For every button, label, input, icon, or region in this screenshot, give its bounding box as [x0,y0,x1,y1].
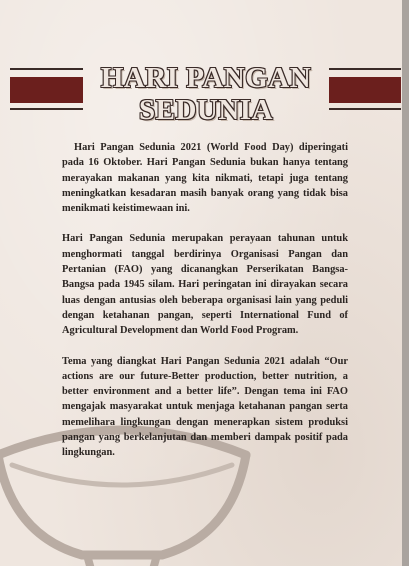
title-line-2: SEDUNIA [138,94,274,126]
right-decorative-band [329,68,401,112]
title-line-1: HARI PANGAN [100,62,312,94]
page-edge-shadow [402,0,409,566]
paragraph-3: Tema yang diangkat Hari Pangan Sedunia 2021 adalah “Our actions are our future-Better production, better nutrition, a better environment and a better life”. Dengan tema ini FAO mengajak masyarakat untuk menjaga ketahanan pangan serta memelihara lingkungan dengan menerapkan sistem produksi pangan yang berkelanjutan dan memberi dampak positif pada lingkungan. [62,355,348,459]
page-title [84,62,328,126]
article-body [62,140,348,476]
left-decorative-band [10,68,83,112]
paragraph-2: Hari Pangan Sedunia merupakan perayaan tahunan untuk menghormati tanggal berdirinya Organisasi Pangan dan Pertanian (FAO) yang dicanangkan Perserikatan Bangsa-Bangsa pada 1945 silam. Hari peringatan ini dirayakan secara luas dengan antusias oleh beberapa organisasi lain yang peduli dengan ketahanan pangan, seperti International Fund of Agricultural Development dan World Food Program. [62,233,348,337]
paragraph-1: Hari Pangan Sedunia 2021 (World Food Day) diperingati pada 16 Oktober. Hari Pangan Sedunia bukan hanya tentang merayakan makanan yang kita nikmati, tetapi juga tentang meningkatkan kesadaran masih banyak orang yang tidak bisa menikmati keistimewaan ini. [62,142,348,215]
